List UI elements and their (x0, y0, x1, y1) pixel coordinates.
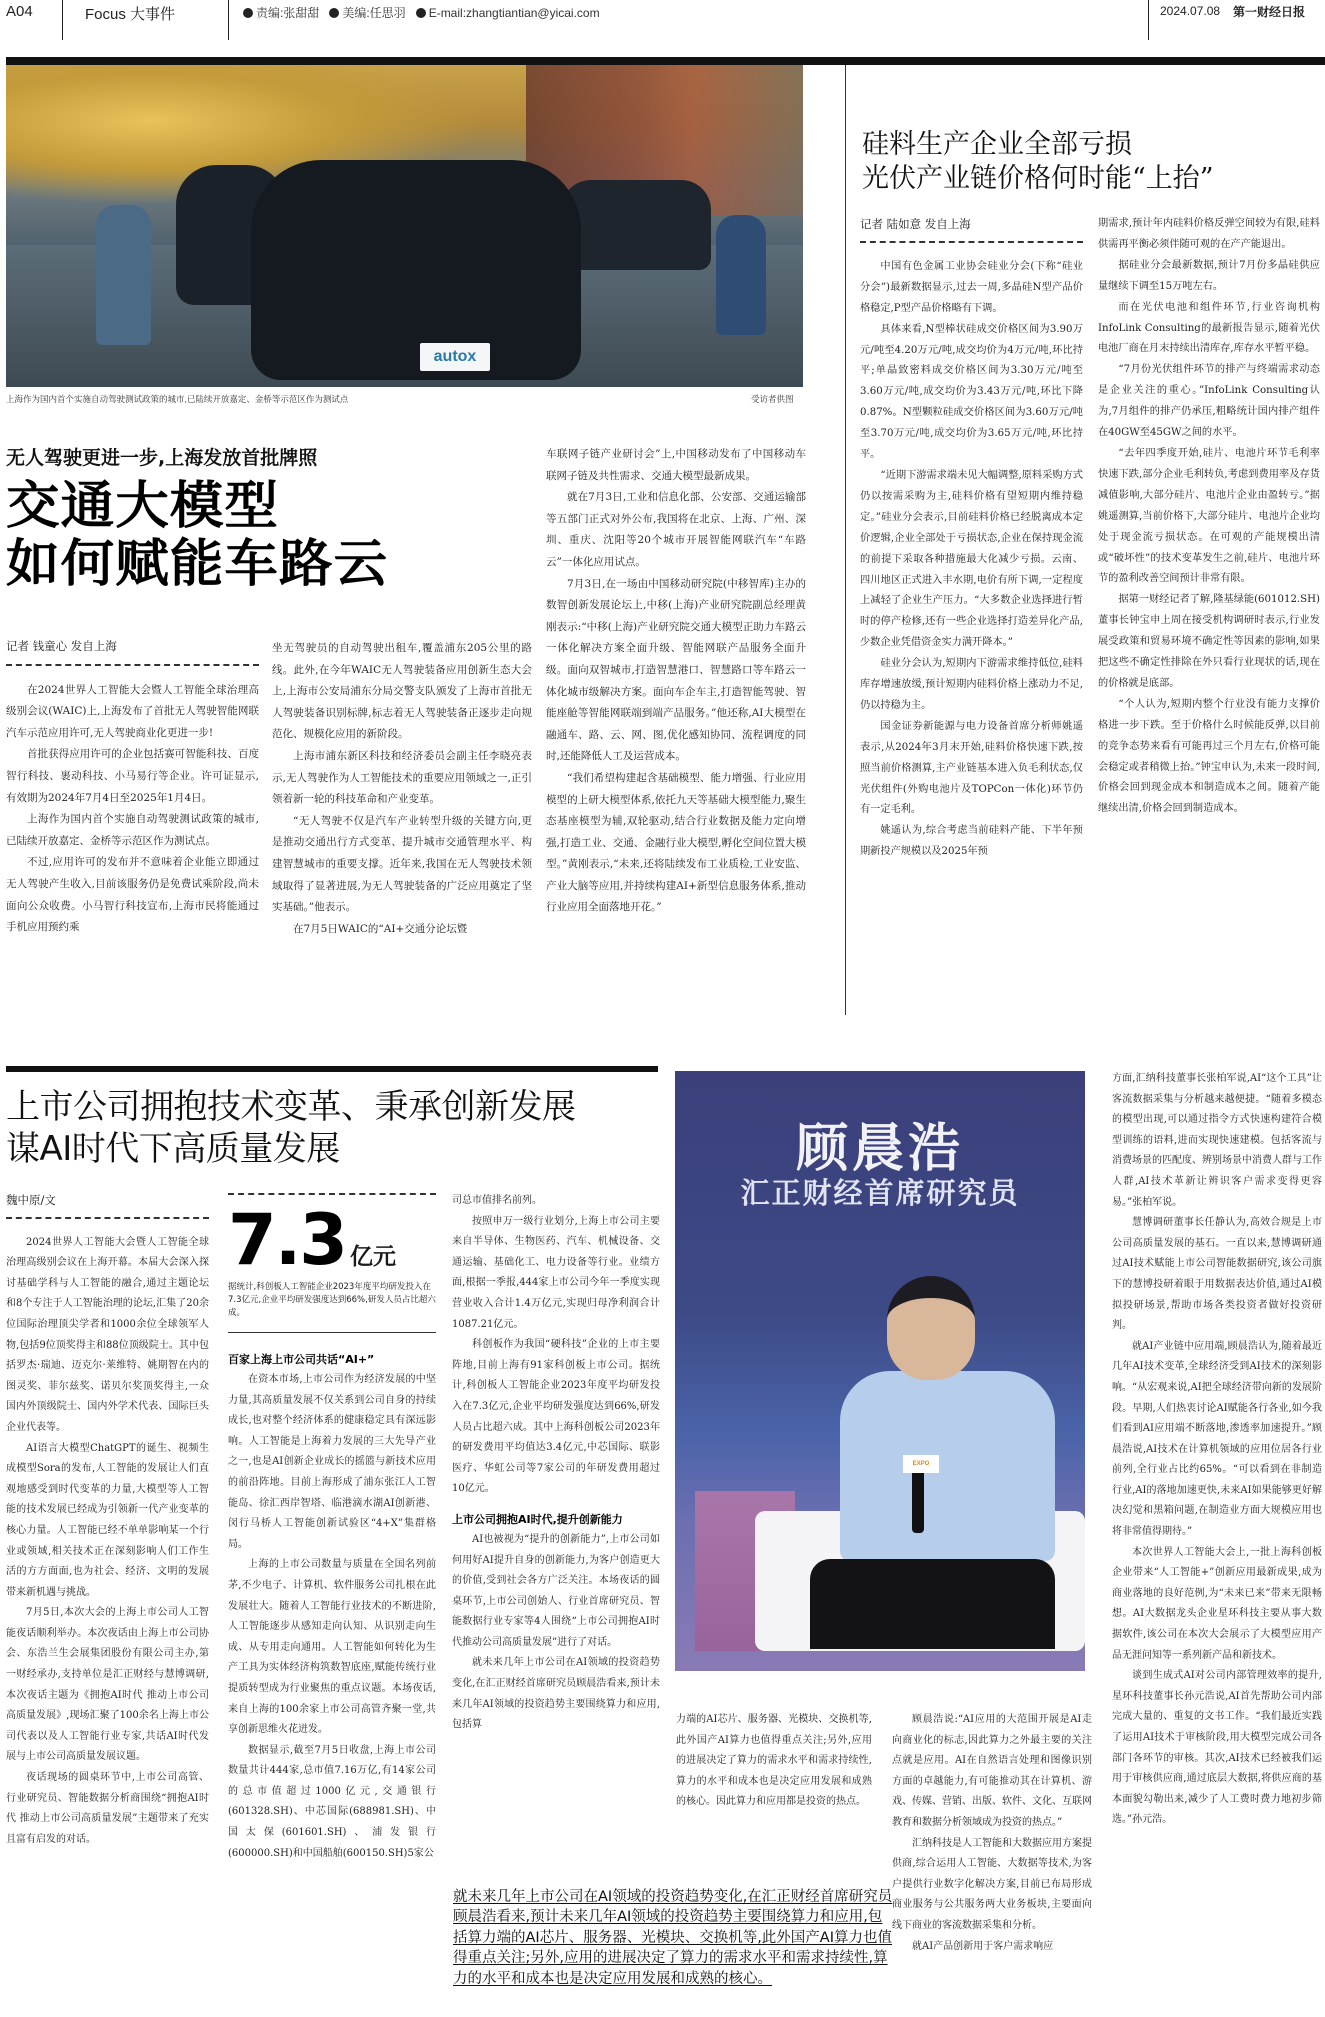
paragraph: 按照申万一级行业划分,上海上市公司主要来自半导体、生物医药、汽车、机械设备、交通运输、基础化工、电力设备等行业。业绩方面,根据一季报,444家上市公司今年一季度实现营业收入合计1.4万亿元,实现归母净利润合计1087.21亿元。 (452, 1215, 660, 1330)
article2-col1 (860, 214, 1083, 863)
stat-description: 据统计,科创板人工智能企业2023年度平均研发投入在7.3亿元,企业平均研发强度达到66%,研发人员占比超六成。 (228, 1282, 436, 1318)
photo-speaker-head (887, 1276, 975, 1380)
article3-headline (6, 1086, 576, 1170)
article3-col5 (892, 1710, 1092, 1957)
paragraph: “我们希望构建起含基础模型、能力增强、行业应用模型的上研大模型体系,依托九天等基础大模型能力,聚生态基座模型为辅,双轮驱动,结合行业数据及能力定向增强,打造工业、交通、金融行业大模型,孵化空间位置大模型。”黄刚表示,“未来,还将陆续发布工业质检,工业安监、产业大脑等应用,并持续构建AI+新型信息服务体系,推动行业应用全面落地开花。” (546, 771, 806, 914)
palette-icon (329, 8, 339, 18)
paragraph: 就在7月3日,工业和信息化部、公安部、交通运输部等五部门正式对外公布,我国将在北京、上海、广州、深圳、重庆、沈阳等20个城市开展智能网联汽车“车路云”一体化应用试点。 (546, 491, 806, 568)
photo-caption: 上海作为国内首个实施自动驾驶测试政策的城市,已陆续开放嘉定、金桥等示范区作为测试点 (6, 394, 349, 404)
paragraph: 数据显示,截至7月5日收盘,上海上市公司数量共计444家,总市值7.16万亿,有14家公司的总市值超过1000亿元,交通银行(601328.SH)、中芯国际(688981.SH)、中国太保(601601.SH)、浦发银行(600000.SH)和中国船舶(600150.SH)5家公 (228, 1744, 436, 1859)
paragraph: 方面,汇纳科技董事长张柏军说,AI“这个工具”让客流数据采集与分析越来越便捷。“随着多模态的模型出现,可以通过指令方式快速构建符合模型训练的语料,进而实现快速建模。包括客流与消费场景的匹配度、辨别场景中消费人群与工作人群,AI技术革新让辨识客户需求变得更容易。”张柏军说。 (1112, 1073, 1322, 1208)
article2-col2 (1098, 214, 1320, 820)
speaker-photo (675, 1071, 1085, 1671)
paragraph: 首批获得应用许可的企业包括赛可智能科技、百度智行科技、裹动科技、小马易行等企业。许可证显示,有效期为2024年7月4日至2025年1月4日。 (6, 748, 259, 804)
pull-quote-text: 就未来几年上市公司在AI领域的投资趋势变化,在汇正财经首席研究员顾晨浩看来,预计未来几年AI领域的投资趋势主要围绕算力和应用,包括算力端的AI芯片、服务器、光模块、交换机等,此外国产AI算力也值得重点关注;另外,应用的进展决定了算力的需求水平和需求持续性,算力的水平和成本也是决定应用发展和成熟的核心。 (453, 1889, 893, 1987)
mail-icon (416, 8, 426, 18)
paragraph: “7月份光伏组件环节的排产与终端需求动态是企业关注的重心。”InfoLink Consulting认为,7月组件的排产仍承压,粗略统计国内排产组件在40GW至45GW之间的水平。 (1098, 364, 1320, 439)
pen-icon (243, 8, 253, 18)
stat-value: 7.3 (228, 1199, 347, 1281)
subheading: 上市公司拥抱AI时代,提升创新能力 (452, 1512, 623, 1526)
editor-credits (243, 4, 600, 21)
section-rule (6, 1066, 658, 1072)
paragraph: 谈到生成式AI对公司内部管理效率的提升,星环科技董事长孙元浩说,AI首先帮助公司内部完成大量的、重复的文书工作。“我们最近实践了运用AI技术于审核阶段,用大模型完成公司各部门各环节的审核。其次,AI技术已经被我们运用于审核供应商,通过底层大数据,将供应商的基本面貌勾勒出来,减少了人工费时费力地初步筛选。”孙元浩。 (1112, 1670, 1322, 1826)
headline-line: 谋AI时代下高质量发展 (6, 1129, 340, 1169)
article3-byline: 魏中原/文 (6, 1190, 209, 1219)
section-label: Focus 大事件 (85, 6, 176, 23)
email-link[interactable]: E-mail:zhangtiantian@yicai.com (428, 5, 600, 20)
newspaper-brand: 第一财经日报 (1233, 5, 1306, 19)
speaker-name-overlay: 顾晨浩 (795, 1119, 964, 1179)
divider (228, 1193, 436, 1195)
headline-line: 交通大模型 (6, 477, 280, 536)
subheading: 百家上海上市公司共话“AI+” (228, 1353, 375, 1366)
article3-col6 (1112, 1069, 1322, 1831)
paragraph: 据硅业分会最新数据,预计7月份多晶硅供应量继续下调至15万吨左右。 (1098, 259, 1320, 292)
stat-unit: 亿元 (350, 1244, 397, 1270)
paragraph: 上海作为国内首个实施自动驾驶测试政策的城市,已陆续开放嘉定、金桥等示范区作为测试点。 (6, 813, 259, 847)
article1-col3 (546, 444, 806, 919)
paragraph: “个人认为,短期内整个行业没有能力支撑价格进一步下跌。至于价格什么时候能反弹,以目前的竞争态势来看有可能再过三个月左右,价格可能会稳定或者稍微上抬。”钟宝申认为,未来一段时间,价格会回到现金成本和制造成本之间。随着产能继续出清,价格会回到制造成本。 (1098, 698, 1320, 815)
paragraph: 硅业分会认为,短期内下游需求维持低位,硅料库存增速放缓,预计短期内硅料价格上涨动力不足,仍以持稳为主。 (860, 658, 1083, 711)
autonomous-car-photo (6, 65, 803, 387)
paragraph: 司总市值排名前列。 (452, 1195, 542, 1206)
mic-flag: EXPO (903, 1455, 939, 1473)
page-header (0, 0, 1325, 40)
paragraph: 坐无驾驶员的自动驾驶出租车,覆盖浦东205公里的路线。此外,在今年WAIC无人驾驶装备应用创新生态大会上,上海市公安局浦东分局交警支队颁发了上海市首批无人驾驶装备识别标牌,标志着无人驾驶装备正逐步走向规范化、规模化应用的新阶段。 (272, 642, 532, 741)
microphone-icon (912, 1463, 924, 1533)
car-plate: autox (420, 343, 490, 371)
paragraph: 顾晨浩说:“AI应用的大范围开展是AI走向商业化的标志,因此算力之外最主要的关注点就是应用。AI在自然语言处理和图像识别方面的卓越能力,有可能推动其在计算机、游戏、传媒、营销、出版、软件、文化、互联网教育和数据分析领域成为投资的热点。” (892, 1714, 1092, 1828)
designer-credit: 美编:任思羽 (342, 6, 406, 20)
article3-col2 (228, 1340, 436, 1864)
paragraph: 本次世界人工智能大会上,一批上海科创板企业带来“人工智能+”创新应用最新成果,成为商业落地的良好范例,为“未来已来”带来无限畅想。AI大数据龙头企业星环科技主要从事大数据软件,该公司在本次大会展示了大模型应用产品无涯问知等一系列新产品和新技术。 (1112, 1546, 1322, 1661)
article1-byline: 记者 钱童心 发自上海 (6, 636, 259, 666)
key-stat-box (228, 1193, 436, 1333)
paragraph: 在2024世界人工智能大会暨人工智能全球治理高级别会议(WAIC)上,上海发布了首批无人驾驶智能网联汽车示范应用许可,无人驾驶商业化更进一步! (6, 683, 259, 739)
headline-line: 如何赋能车路云 (6, 535, 389, 594)
paragraph: 力端的AI芯片、服务器、光模块、交换机等,此外国产AI算力也值得重点关注;另外,应用的进展决定了算力的需求水平和需求持续性,算力的水平和成本也是决定应用发展和成熟的核心。因此算力和应用都是投资的热点。 (676, 1714, 872, 1808)
article2-headline (862, 128, 1214, 196)
paragraph: 国金证券新能源与电力设备首席分析师姚遥表示,从2024年3月末开始,硅料价格快速下跌,按照当前价格测算,主产业链基本进入负毛利状态,仅光伏组件(外购电池片及TOPCon一体化)环节仍有一定毛利。 (860, 720, 1083, 816)
photo-scooter-rider (716, 215, 766, 335)
headline-line: 光伏产业链价格何时能“上抬” (862, 163, 1214, 194)
paragraph: AI语言大模型ChatGPT的诞生、视频生成模型Sora的发布,人工智能的发展让人们直观地感受到时代变革的力量,大模型等人工智能的技术发展已经成为引领新一代产业变革的核心力量。人工智能已经不单单影响某一个行业或领域,相关技术正在深刻影响人们工作生活的方方面面,也为社会、经济、文明的发展带来新机遇与挑战。 (6, 1442, 209, 1598)
divider (228, 1332, 436, 1333)
article1-headline (6, 478, 388, 594)
divider (62, 0, 63, 40)
paragraph: 就AI产业链中应用端,顾晨浩认为,随着最近几年AI技术变革,全球经济受到AI技术的深刻影响。“从宏观来说,AI把全球经济带向新的发展阶段。早期,人们热衷讨论AI赋能各行各业,如今我们看到AI应用端不断落地,渗透率加速提升。”顾晨浩说,AI技术在计算机领域的应用位居各行业前列,全行业占比约65%。“可以看到在非制造行业,AI的落地加速更快,未来AI如果能够更好解决幻觉和黑箱问题,在制造业方面大规模应用也将非常值得期待。” (1112, 1340, 1322, 1538)
paragraph: 而在光伏电池和组件环节,行业咨询机构InfoLink Consulting的最新报告显示,随着光伏电池厂商在月末持续出清库存,库存水平暂平稳。 (1098, 301, 1320, 355)
paragraph: 在7月5日WAIC的“AI+交通分论坛暨 (293, 922, 468, 935)
divider (1148, 0, 1149, 40)
paragraph: 夜话现场的圆桌环节中,上市公司高管、行业研究员、智能数据分析商围绕“拥抱AI时代 推动上市公司高质量发展”主题带来了充实且富有启发的对话。 (6, 1772, 209, 1845)
article3-col1 (6, 1190, 209, 1850)
paragraph: 不过,应用许可的发布并不意味着企业能立即通过无人驾驶产生收入,目前该服务仍是免费试乘阶段,尚未面向公众收费。小马智行科技宣布,上海市民将能通过手机应用预约乘 (6, 856, 259, 934)
paragraph: 7月5日,本次大会的上海上市公司人工智能夜话顺利举办。本次夜话由上海上市公司协会、东浩兰生会展集团股份有限公司主办,第一财经承办,支持单位是汇正财经与慧博调研,本次夜话主题为《拥抱AI时代 推动上市公司高质量发展》,现场汇聚了100余名上海上市公司代表以及人工智能行业专家,共话AI时代发展与上市公司高质量发展议题。 (6, 1607, 209, 1763)
paragraph: 慧博调研董事长任静认为,高效合规是上市公司高质量发展的基石。一直以来,慧博调研通过AI技术赋能上市公司智能数据研究,该公司旗下的慧博投研着眼于用数据表达价值,通过AI模拟投研场景,帮助市场各类投资者做好投资研判。 (1112, 1217, 1322, 1332)
top-rule (6, 57, 1325, 65)
photo-scooter-rider (96, 205, 151, 345)
paragraph: 就AI产品创新用于客户需求响应 (912, 1940, 1054, 1952)
photo-speaker-shirt (840, 1371, 1055, 1561)
paragraph: 据第一财经记者了解,隆基绿能(601012.SH)董事长钟宝申上周在接受机构调研时表示,行业发展受政策和贸易环境不确定性等因素的影响,如果把这些不确定性排除在外只看行业现状的话,现在的价格就是底部。 (1098, 594, 1321, 689)
paragraph: AI也被视为“提升的创新能力”,上市公司如何用好AI提升自身的创新能力,为客户创造更大的价值,受到社会各方广泛关注。本场夜话的圆桌环节,上市公司创始人、行业首席研究员、智能数据行业专家等4人围绕“上市公司拥抱AI时代推动公司高质量发展”进行了对话。 (452, 1533, 660, 1648)
speaker-title-overlay: 汇正财经首席研究员 (740, 1176, 1020, 1210)
paragraph: 7月3日,在一场由中国移动研究院(中移智库)主办的数智创新发展论坛上,中移(上海)产业研究院副总经理黄刚表示:“中移(上海)产业研究院交通大模型正助力车路云一体化解决方案全面升级、智能网联产品服务全面升级。面向双智城市,打造智慧港口、智慧路口等车路云一体化城市级解决方案。面向车企车主,打造智能驾驶、智能座舱等智能网联端到端产品服务。”他还称,AI大模型在融通车、路、云、网、图,优化感知协同、流程调度的同时,还能降低人工及运营成本。 (546, 577, 806, 763)
pull-quote (453, 1887, 893, 1989)
article1-kicker: 无人驾驶更进一步,上海发放首批牌照 (6, 447, 318, 469)
editor-credit: 责编:张甜甜 (256, 6, 320, 20)
paragraph: “无人驾驶不仅是汽车产业转型升级的关键方向,更是推动交通出行方式变革、提升城市交通管理水平、构建智慧城市的重要支撑。近年来,我国在无人驾驶技术领域取得了显著进展,为无人驾驶装备的广泛应用奠定了坚实基础。”他表示。 (272, 814, 532, 914)
paragraph: 汇纳科技是人工智能和大数据应用方案提供商,综合运用人工智能、大数据等技术,为客户提供行业数字化解决方案,目前已布局形成商业服务与公共服务两大业务板块,主要面向线下商业的客流数据采集和分析。 (892, 1837, 1092, 1931)
paragraph: “去年四季度开始,硅片、电池片环节毛利率快速下跌,部分企业毛利转负,考虑到费用率及存货减值影响,大部分硅片、电池片企业由盈转亏。”据姚遥测算,当前价格下,大部分硅片、电池片企业均处于现金流亏损状态。在可观的产能规模出清或“破坏性”的技术变革发生之前,硅片、电池片环节的盈利改善空间预计非常有限。 (1098, 447, 1320, 585)
headline-line: 硅料生产企业全部亏损 (862, 129, 1132, 160)
photo-robotaxi (251, 160, 581, 380)
paragraph: 具体来看,N型棒状硅成交价格区间为3.90万元/吨至4.20万元/吨,成交均价为4万元/吨,环比持平;单晶致密料成交价格区间为3.30万元/吨至3.60万元/吨,成交均价为3.43万元/吨,环比下降0.87%。N型颗粒硅成交价格区间为3.60万元/吨至3.70万元/吨,成交均价为3.65万元/吨,环比持平。 (860, 323, 1083, 461)
article3-col4 (676, 1710, 872, 1813)
photo-credit: 受访者供图 (751, 394, 794, 404)
paragraph: 姚遥认为,综合考虑当前硅料产能、下半年预期新投产规模以及2025年预 (860, 825, 1083, 858)
paragraph: 上海的上市公司数量与质量在全国名列前茅,不少电子、计算机、软件服务公司扎根在此发展壮大。随着人工智能行业技术的不断进阶,人工智能逐步从感知走向认知、从识别走向生成、从专用走向通用。人工智能如何转化为生产工具为实体经济构筑数智底座,赋能传统行业提质转型成为行业聚焦的重点议题。本场夜话,来自上海的100余家上市公司高管齐聚一堂,共享创新思维火花迸发。 (228, 1559, 436, 1736)
paragraph: 期需求,预计年内硅料价格反弹空间较为有限,硅料供需再平衡必须伴随可观的在产产能退出。 (1098, 218, 1320, 250)
paragraph: 就未来几年上市公司在AI领域的投资趋势变化,在汇正财经首席研究员顾晨浩看来,预计未来几年AI领域的投资趋势主要围绕算力和应用,包括算 (452, 1657, 660, 1731)
paragraph: 中国有色金属工业协会硅业分会(下称“硅业分会”)最新数据显示,过去一周,多晶硅N型产品价格稳定,P型产品价格略有下调。 (860, 260, 1083, 314)
paragraph: 车联网子链产业研讨会”上,中国移动发布了中国移动车联网子链及共性需求、交通大模型最新成果。 (546, 448, 806, 482)
headline-line: 上市公司拥抱技术变革、秉承创新发展 (6, 1087, 576, 1127)
paragraph: 上海市浦东新区科技和经济委员会副主任李晓亮表示,无人驾驶作为人工智能技术的重要应用领域之一,正引领着新一轮的科技革命和产业变革。 (272, 749, 532, 806)
photo-speaker-pants (810, 1559, 1055, 1649)
article2-byline: 记者 陆如意 发自上海 (860, 214, 1083, 243)
divider (228, 0, 229, 40)
page-number: A04 (6, 3, 33, 20)
article1-col1 (6, 636, 259, 939)
photo-car-right (561, 180, 711, 270)
paragraph: 科创板作为我国“硬科技”企业的上市主要阵地,目前上海有91家科创板上市公司。据统计,科创板人工智能企业2023年度平均研发投入在7.3亿元,企业平均研发强度达到66%,研发人员占比超六成。其中上海科创板公司2023年的研发费用平均值达3.4亿元,中芯国际、联影医疗、华虹公司等7家公司的年研发费用超过10亿元。 (452, 1339, 660, 1495)
paragraph: “近期下游需求端未见大幅调整,原料采购方式仍以按需采购为主,硅料价格有望短期内维持稳定。”硅业分会表示,目前硅料价格已经脱离成本定价逻辑,企业全部处于亏损状态,企业在保持现金流的前提下采取各种措施最大化减少亏损。云南、四川地区正式进入丰水期,电价有所下调,一定程度上减轻了企业生产压力。“大多数企业选择进行暂时的停产检修,还有一些企业选择打造差异化产品,少数企业凭借资金实力满开降本。” (860, 469, 1083, 649)
article1-col2 (272, 638, 532, 940)
issue-date: 2024.07.08 (1160, 4, 1221, 18)
article3-col3 (452, 1191, 660, 1736)
paragraph: 在资本市场,上市公司作为经济发展的中坚力量,其高质量发展不仅关系到公司自身的持续成长,也对整个经济体系的健康稳定具有深远影响。人工智能是上海着力发展的三大先导产业之一,也是AI创新企业成长的摇篮与新技术应用的前沿阵地。目前上海形成了浦东张江人工智能岛、徐汇西岸智塔、临港滴水湖AI创新港、闵行马桥人工智能创新试验区“4+X”集群格局。 (228, 1374, 436, 1550)
column-divider (845, 65, 846, 1015)
paragraph: 2024世界人工智能大会暨人工智能全球治理高级别会议在上海开幕。本届大会深入探讨基础学科与人工智能的融合,通过主题论坛和8个专注于人工智能治理的论坛,汇集了20余位国际治理顶尖学者和1000余位全球领军人物,包括9位顶奖得主和88位顶级院士。其中包括罗杰·瑞迪、迈克尔·莱维特、姚期智在内的图灵奖、菲尔兹奖、诺贝尔奖顶奖得主,一众国内外顶级院士、国内外学术代表、国际巨头企业代表等。 (6, 1236, 209, 1433)
